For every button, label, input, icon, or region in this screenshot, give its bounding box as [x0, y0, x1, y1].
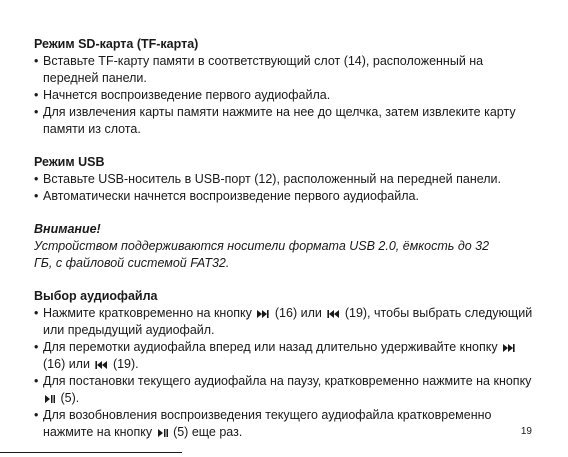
usb-mode-item: • Вставьте USB-носитель в USB-порт (12), расположенный на передней панели. [34, 171, 534, 188]
usb-mode-list [34, 171, 534, 205]
item-text: (19). [112, 357, 139, 371]
item-text: (19), чтобы выбрать следующий или предыдущий аудиофайл. [43, 306, 533, 337]
item-text: Нажмите кратковременно на кнопку [43, 306, 252, 320]
warning-title: Внимание! [34, 222, 101, 236]
sd-mode-item: • Для извлечения карты памяти нажмите на нее до щелчка, затем извлеките карту памяти из слота. [34, 104, 534, 138]
usb-mode-section [34, 154, 534, 205]
file-select-list [34, 305, 534, 441]
file-select-item [34, 407, 534, 441]
file-select-item [34, 339, 534, 373]
warning-section [34, 221, 534, 272]
sd-mode-list [34, 53, 534, 138]
file-select-section [34, 288, 534, 441]
play-pause-icon [45, 395, 55, 403]
item-text: (16) или [43, 357, 90, 371]
manual-page [34, 36, 534, 457]
sd-mode-item: • Вставьте TF-карту памяти в соответствующий слот (14), расположенный на передней панели. [34, 53, 534, 87]
play-pause-icon [158, 429, 168, 437]
item-text: Для постановки текущего аудиофайла на паузу, кратковременно нажмите на кнопку [43, 374, 532, 388]
file-select-item [34, 305, 534, 339]
next-track-icon [503, 344, 515, 352]
warning-text: Устройством поддерживаются носители формата USB 2.0, ёмкость до 32 ГБ, с файловой системой FAT32. [34, 239, 490, 270]
previous-track-icon [95, 361, 107, 369]
sd-mode-heading: Режим SD-карта (TF-карта) [34, 37, 199, 51]
item-text: (16) или [274, 306, 322, 320]
item-text: (5). [60, 391, 80, 405]
file-select-heading: Выбор аудиофайла [34, 289, 158, 303]
item-text: (5) еще раз. [173, 425, 243, 439]
next-track-icon [257, 310, 269, 318]
footer-divider [0, 452, 182, 453]
sd-mode-section [34, 36, 534, 138]
file-select-item [34, 373, 534, 407]
sd-mode-item: • Начнется воспроизведение первого аудиофайла. [34, 87, 534, 104]
item-text: Для перемотки аудиофайла вперед или назад длительно удерживайте кнопку [43, 340, 498, 354]
usb-mode-item: • Автоматически начнется воспроизведение первого аудиофайла. [34, 188, 534, 205]
page-number: 19 [520, 426, 532, 437]
usb-mode-heading: Режим USB [34, 155, 105, 169]
previous-track-icon [327, 310, 339, 318]
item-text: Для возобновления воспроизведения текущего аудиофайла кратковременно нажмите на кнопку [43, 408, 492, 439]
